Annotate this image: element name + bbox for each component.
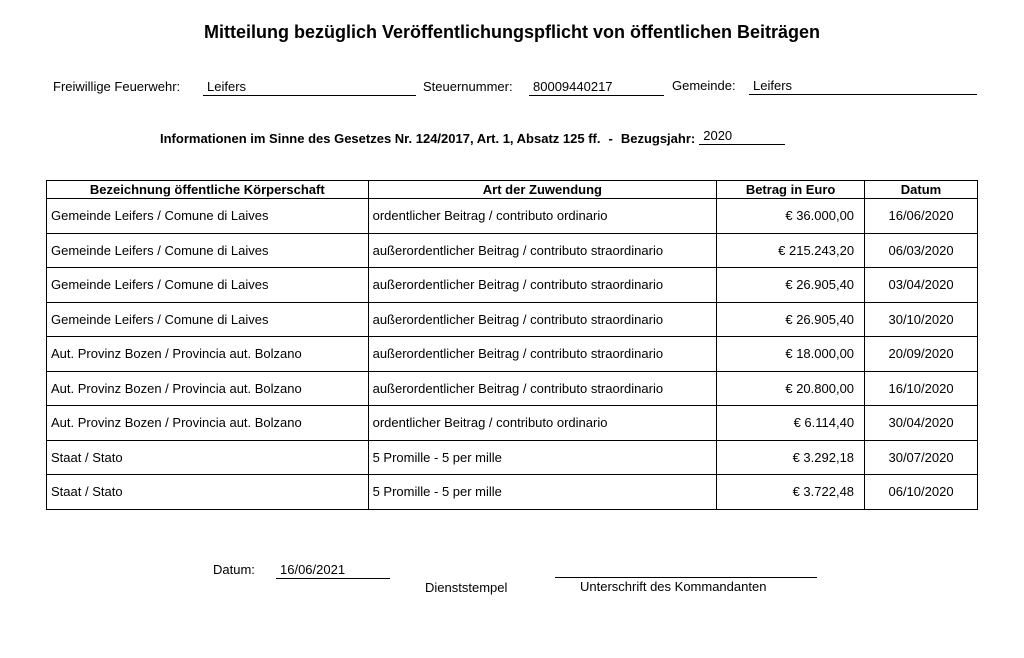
info-separator: - [608, 131, 613, 146]
cell-art: 5 Promille - 5 per mille [368, 475, 717, 510]
cell-betrag: € 18.000,00 [717, 337, 865, 372]
cell-art: außerordentlicher Beitrag / contributo straordinario [368, 371, 717, 406]
table-row [47, 302, 978, 337]
table-row [47, 440, 978, 475]
cell-art: 5 Promille - 5 per mille [368, 440, 717, 475]
steuernummer-label: Steuernummer: [423, 79, 513, 94]
table-row [47, 406, 978, 441]
column-header-koerperschaft: Bezeichnung öffentliche Körperschaft [47, 181, 369, 199]
cell-art: ordentlicher Beitrag / contributo ordinario [368, 406, 717, 441]
info-line [160, 128, 785, 148]
cell-betrag: € 26.905,40 [717, 302, 865, 337]
column-header-datum: Datum [865, 181, 978, 199]
gemeinde-field: Leifers [749, 78, 977, 95]
column-header-betrag: Betrag in Euro [717, 181, 865, 199]
cell-koerperschaft: Staat / Stato [47, 475, 369, 510]
gemeinde-label: Gemeinde: [672, 78, 736, 93]
table-row [47, 268, 978, 303]
cell-koerperschaft: Gemeinde Leifers / Comune di Laives [47, 233, 369, 268]
feuerwehr-field: Leifers [203, 79, 416, 96]
dienststempel-label: Dienststempel [425, 580, 508, 595]
table-row [47, 371, 978, 406]
cell-betrag: € 3.722,48 [717, 475, 865, 510]
cell-koerperschaft: Gemeinde Leifers / Comune di Laives [47, 199, 369, 234]
cell-datum: 16/10/2020 [865, 371, 978, 406]
table-row [47, 233, 978, 268]
cell-koerperschaft: Gemeinde Leifers / Comune di Laives [47, 302, 369, 337]
cell-betrag: € 215.243,20 [717, 233, 865, 268]
cell-koerperschaft: Aut. Provinz Bozen / Provincia aut. Bolzano [47, 337, 369, 372]
signature-line [555, 577, 817, 578]
steuernummer-field: 80009440217 [529, 79, 664, 96]
cell-betrag: € 36.000,00 [717, 199, 865, 234]
cell-betrag: € 3.292,18 [717, 440, 865, 475]
cell-datum: 16/06/2020 [865, 199, 978, 234]
cell-datum: 30/04/2020 [865, 406, 978, 441]
cell-datum: 30/07/2020 [865, 440, 978, 475]
feuerwehr-label: Freiwillige Feuerwehr: [53, 79, 181, 94]
cell-datum: 06/10/2020 [865, 475, 978, 510]
document-title: Mitteilung bezüglich Veröffentlichungspflicht von öffentlichen Beiträgen [203, 22, 821, 42]
cell-koerperschaft: Gemeinde Leifers / Comune di Laives [47, 268, 369, 303]
cell-datum: 30/10/2020 [865, 302, 978, 337]
cell-art: außerordentlicher Beitrag / contributo straordinario [368, 233, 717, 268]
cell-art: ordentlicher Beitrag / contributo ordinario [368, 199, 717, 234]
cell-koerperschaft: Staat / Stato [47, 440, 369, 475]
bezugsjahr-label: Bezugsjahr: [620, 131, 696, 146]
contributions-table [46, 180, 978, 510]
table-row [47, 199, 978, 234]
info-text: Informationen im Sinne des Gesetzes Nr. 124/2017, Art. 1, Absatz 125 ff. [160, 131, 601, 146]
cell-betrag: € 20.800,00 [717, 371, 865, 406]
cell-art: außerordentlicher Beitrag / contributo straordinario [368, 268, 717, 303]
datum-field: 16/06/2021 [276, 562, 390, 579]
cell-betrag: € 26.905,40 [717, 268, 865, 303]
cell-datum: 20/09/2020 [865, 337, 978, 372]
table-row [47, 475, 978, 510]
cell-betrag: € 6.114,40 [717, 406, 865, 441]
cell-art: außerordentlicher Beitrag / contributo straordinario [368, 302, 717, 337]
cell-datum: 06/03/2020 [865, 233, 978, 268]
cell-datum: 03/04/2020 [865, 268, 978, 303]
column-header-art: Art der Zuwendung [368, 181, 717, 199]
bezugsjahr-field: 2020 [699, 128, 785, 145]
signature-label: Unterschrift des Kommandanten [580, 579, 767, 594]
cell-koerperschaft: Aut. Provinz Bozen / Provincia aut. Bolzano [47, 406, 369, 441]
table-row [47, 337, 978, 372]
datum-label: Datum: [213, 562, 255, 577]
table-header-row [47, 181, 978, 199]
cell-koerperschaft: Aut. Provinz Bozen / Provincia aut. Bolzano [47, 371, 369, 406]
cell-art: außerordentlicher Beitrag / contributo straordinario [368, 337, 717, 372]
